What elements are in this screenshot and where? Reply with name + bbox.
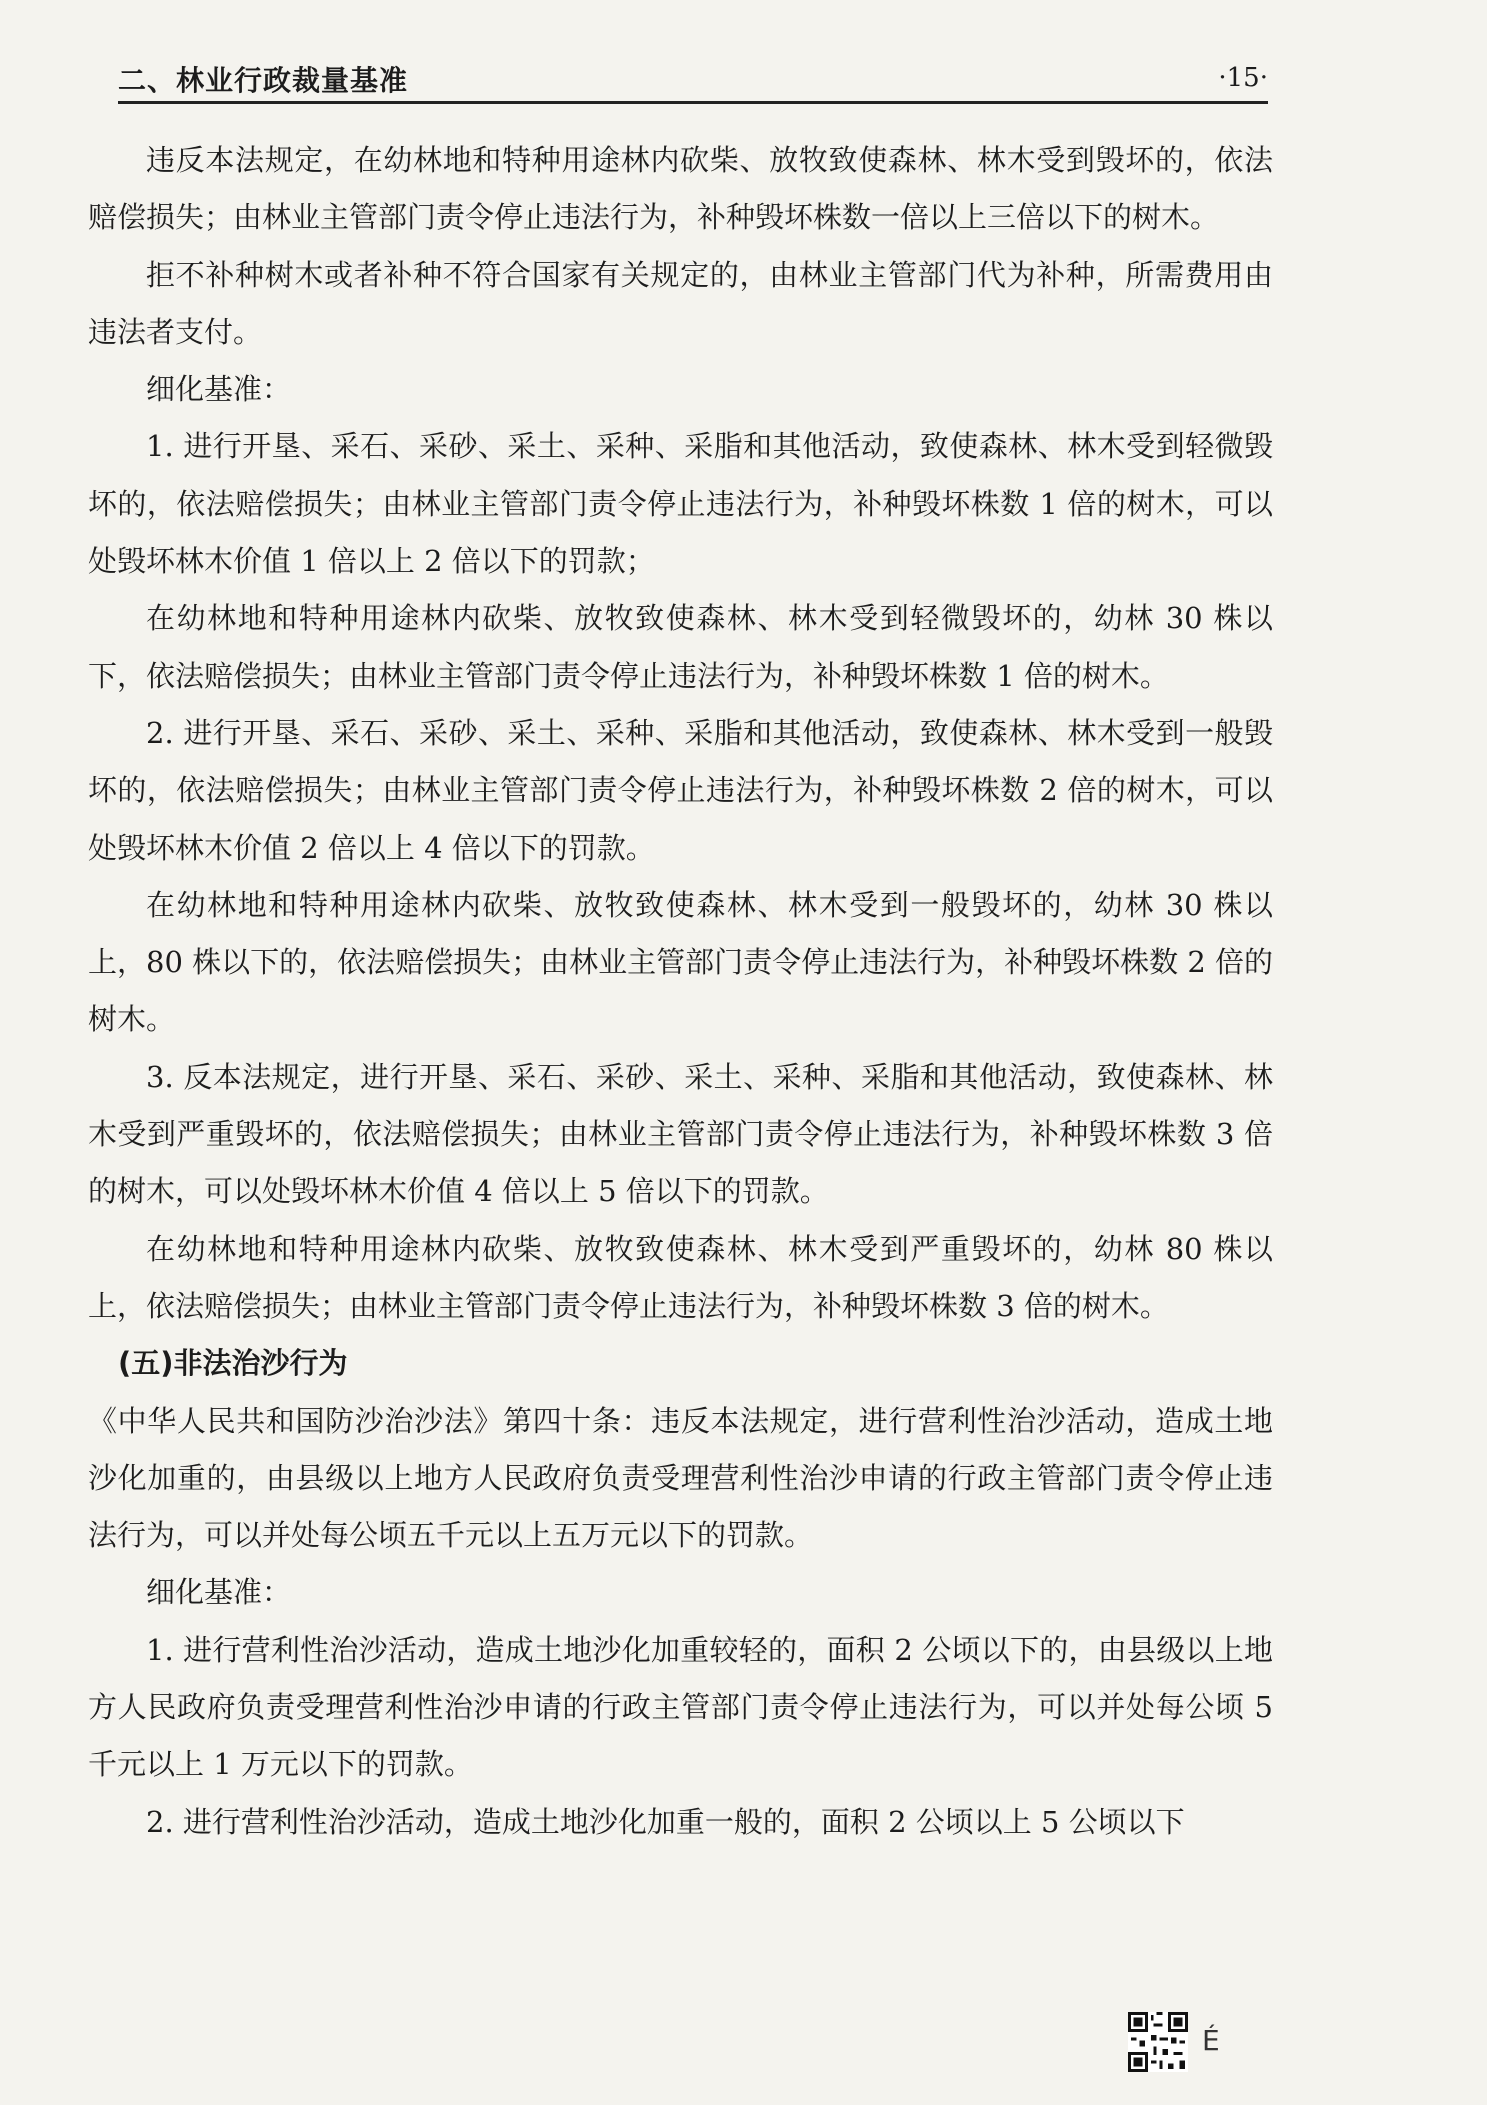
paragraph: 拒不补种树木或者补种不符合国家有关规定的，由林业主管部门代为补种，所需费用由违法者支付。 (88, 257, 1273, 349)
paragraph: 《中华人民共和国防沙治沙法》第四十条：违反本法规定，进行营利性治沙活动，造成土地沙化加重的，由县级以上地方人民政府负责受理营利性治沙申请的行政主管部门责令停止违法行为，可以并处每公顷五千元以上五万元以下的罚款。 (88, 1403, 1273, 1553)
paragraph: 2. 进行开垦、采石、采砂、采土、采种、采脂和其他活动，致使森林、林木受到一般毁坏的，依法赔偿损失；由林业主管部门责令停止违法行为，补种毁坏株数 2 倍的树木，可以处毁坏林木价值 2 倍以上 4 倍以下的罚款。 (88, 715, 1273, 865)
chapter-title: 二、林业行政裁量基准 (118, 64, 409, 97)
paragraph: 在幼林地和特种用途林内砍柴、放牧致使森林、林木受到轻微毁坏的，幼林 30 株以下，依法赔偿损失；由林业主管部门责令停止违法行为，补种毁坏株数 1 倍的树木。 (88, 601, 1273, 693)
paragraph: 细化基准： (146, 1575, 292, 1610)
paragraph: 3. 反本法规定，进行开垦、采石、采砂、采土、采种、采脂和其他活动，致使森林、林木受到严重毁坏的，依法赔偿损失；由林业主管部门责令停止违法行为，补种毁坏株数 3 倍的树木，可以处毁坏林木价值 4 倍以上 5 倍以下的罚款。 (88, 1059, 1273, 1209)
paragraph: 违反本法规定，在幼林地和特种用途林内砍柴、放牧致使森林、林木受到毁坏的，依法赔偿损失；由林业主管部门责令停止违法行为，补种毁坏株数一倍以上三倍以下的树木。 (88, 143, 1273, 235)
body-text (88, 132, 1273, 1851)
paragraph: 在幼林地和特种用途林内砍柴、放牧致使森林、林木受到严重毁坏的，幼林 80 株以上，依法赔偿损失；由林业主管部门责令停止违法行为，补种毁坏株数 3 倍的树木。 (88, 1231, 1273, 1323)
paragraph: 2. 进行营利性治沙活动，造成土地沙化加重一般的，面积 2 公顷以上 5 公顷以下 (146, 1804, 1185, 1839)
paragraph: 1. 进行营利性治沙活动，造成土地沙化加重较轻的，面积 2 公顷以下的，由县级以上地方人民政府负责受理营利性治沙申请的行政主管部门责令停止违法行为，可以并处每公顷 5 千元以上 1 万元以下的罚款。 (88, 1632, 1273, 1782)
corner-mark: É (1202, 2024, 1220, 2057)
paragraph: 细化基准： (146, 372, 292, 407)
running-header (118, 55, 1268, 104)
paragraph: 在幼林地和特种用途林内砍柴、放牧致使森林、林木受到一般毁坏的，幼林 30 株以上，80 株以下的，依法赔偿损失；由林业主管部门责令停止违法行为，补种毁坏株数 2 倍的树木。 (88, 887, 1274, 1037)
section-heading: (五)非法治沙行为 (118, 1346, 348, 1381)
qr-code-icon (1128, 2012, 1188, 2072)
paragraph: 1. 进行开垦、采石、采砂、采土、采种、采脂和其他活动，致使森林、林木受到轻微毁坏的，依法赔偿损失；由林业主管部门责令停止违法行为，补种毁坏株数 1 倍的树木，可以处毁坏林木价值 1 倍以上 2 倍以下的罚款； (88, 429, 1273, 579)
page-number: ·15· (1218, 63, 1268, 93)
